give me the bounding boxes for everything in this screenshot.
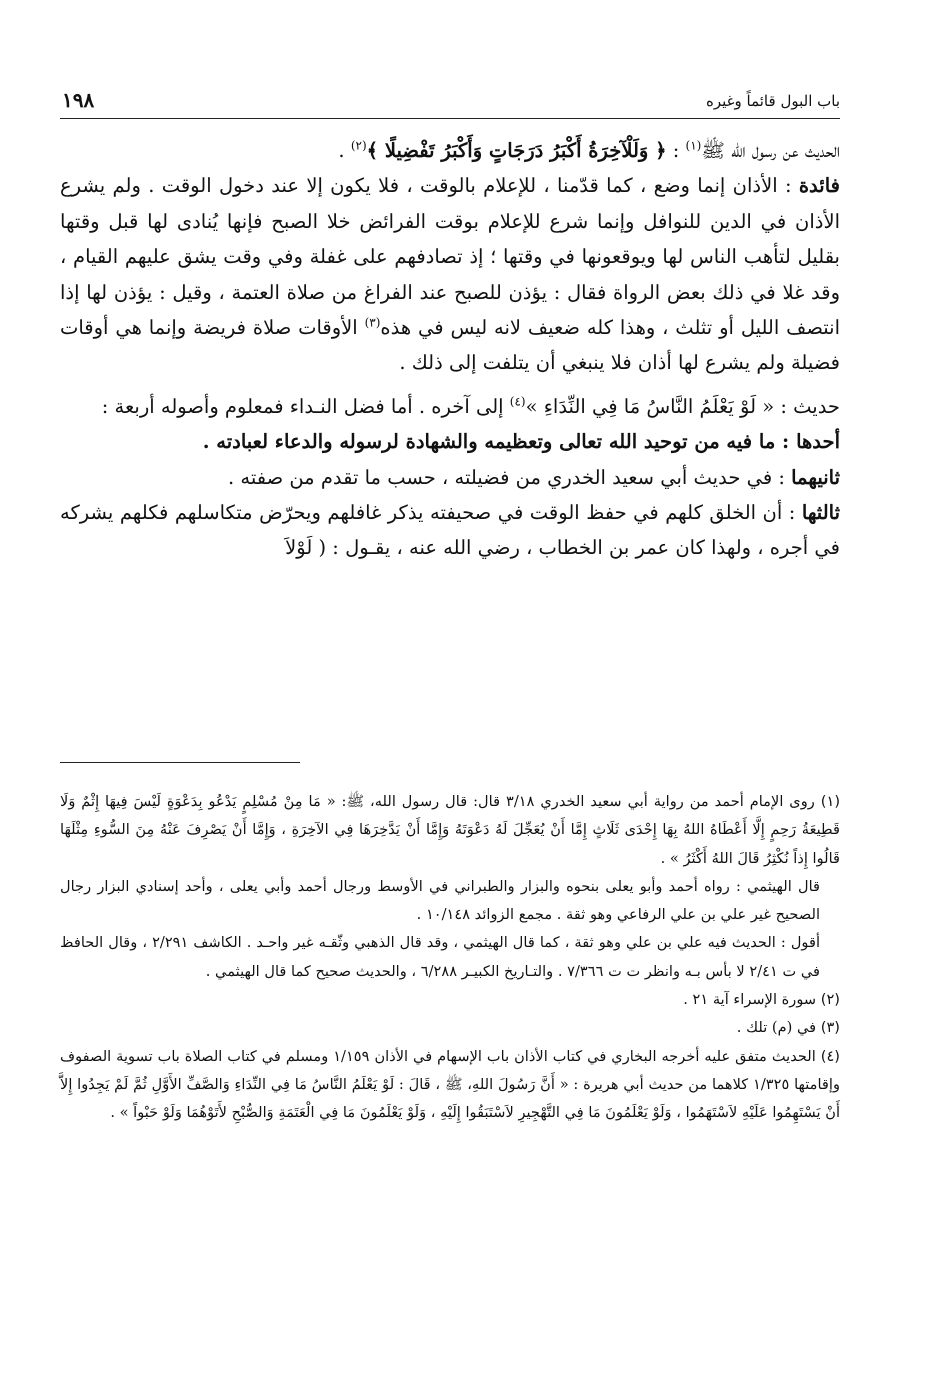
footnote-1-haythami: قال الهيثمي : رواه أحمد وأبو يعلى بنحوه والبزار والطبراني في الأوسط ورجال أحمد وأبي يعلى ، وأحد إسنادي البزار رجال الصحيح غير علي بن علي الرفاعي وهو ثقة . مجمع الزوائد ١٠/١٤٨ . <box>60 877 820 924</box>
first-label: أحدها <box>796 430 840 454</box>
footnote-1-comment: أقول : الحديث فيه علي بن علي وهو ثقة ، كما قال الهيثمي ، وقد قال الذهبي وثّقـه غير واحـد . الكاشف ٢/٢٩١ ، وقال الحافظ في ت ٢/٤١ لا بأس بـه وانظر ت ت ٧/٣٦٦ . والتـاريخ الكبيـر ٦/٢٨٨ ، والحديث صحيح كما قال الهيثمي . <box>60 934 820 980</box>
footnote-text: في (م) تلك . <box>736 1019 817 1037</box>
faida-label: فائدة <box>798 174 840 198</box>
footnotes <box>60 788 840 1128</box>
running-header <box>60 86 840 119</box>
text-span: الحديث عن رسول الله ﷺ <box>701 139 840 162</box>
second-label: ثانيهما <box>791 465 840 489</box>
footnote-3 <box>60 1014 840 1042</box>
footnote-ref[interactable]: (٢) <box>350 138 367 153</box>
paragraph-hadith-intro <box>60 133 840 168</box>
page-number: ١٩٨ <box>62 88 95 112</box>
footnote-ref[interactable]: (١) <box>685 138 702 153</box>
text-span: : في حديث أبي سعيد الخدري من فضيلته ، حسب ما تقدم من صفته . <box>227 465 792 489</box>
footnote-text: روى الإمام أحمد من رواية أبي سعيد الخدري ٣/١٨ قال: قال رسول الله، ﷺ: « مَا مِنْ مُسْلِمٍ يَدْعُو بِدَعْوَةٍ لَيْسَ فِيهَا إِثْمٌ وَلَا قَطِيعَةُ رَحِمٍ إِلَّا أَعْطَاهُ اللهُ بِهَا إِحْدَى ثَلَاثٍ إِمَّا أَنْ يُعَجِّلَ لَهُ دَعْوَتَهُ وَإِمَّا أَنْ يَدَّخِرَهَا فِي الآخِرَةِ ، وَإِمَّا أَنْ يَصْرِفَ عَنْهُ مِنَ السُّوءِ مِثْلَهَا قَالُوا إِذاً نُكْثِرُ قَالَ اللهُ أَكْثَرُ » . <box>60 793 840 867</box>
footnote-2 <box>60 986 840 1014</box>
quran-verse: ﴿ وَلَلْآخِرَةُ أَكْبَرُ دَرَجَاتٍ وَأَكْبَرُ تَفْضِيلًا ﴾ <box>366 139 667 162</box>
text-span: إلى آخره . أما فضل النـداء فمعلوم وأصوله أربعة : <box>101 394 510 418</box>
paragraph-hadith-nidaa <box>60 389 840 424</box>
main-text <box>60 133 840 566</box>
text-span: : <box>666 139 686 162</box>
footnote-ref[interactable]: (٤) <box>509 394 526 409</box>
text-span: . <box>338 139 351 162</box>
footnote-mark: (٣) <box>820 1019 840 1037</box>
footnote-1 <box>60 788 840 873</box>
text-span: : ما فيه من توحيد الله تعالى وتعظيمه والشهادة لرسوله والدعاء لعبادته . <box>202 430 797 454</box>
book-page <box>60 86 840 1326</box>
text-span: الأوقات صلاة فريضة وإنما هي أوقات فضيلة ولم يشرع لها أذان فلا ينبغي أن يتلفت إلى ذلك . <box>60 316 840 375</box>
footnote-separator <box>60 762 300 763</box>
footnote-mark: (٢) <box>820 991 840 1009</box>
paragraph-faida <box>60 168 840 380</box>
text-span: : الأذان إنما وضع ، كما قدّمنا ، للإعلام بالوقت ، فلا يكون إلا عند دخول الوقت . ولم يشرع الأذان في الدين للنوافل وإنما شرع للإعلام بوقت الفرائض خلا الصبح فإنها يُنادى لها قبل وقتها بقليل لتأهب الناس لها ويوقعونها في وقتها ؛ إذ تصادفهم على غفلة وفي وقت يشق عليهم القيام ، وقد غلا في ذلك بعض الرواة فقال : يؤذن للصبح عند الفراغ من صلاة العتمة ، وقيل : يؤذن لها إذا انتصف الليل أو تثلث ، وهذا كله ضعيف لانه ليس في هذه <box>60 174 840 340</box>
footnote-4 <box>60 1043 840 1128</box>
text-span: حديث : « لَوْ يَعْلَمُ النَّاسُ مَا فِي النِّدَاءِ » <box>525 394 840 418</box>
footnote-mark: (١) <box>820 793 841 810</box>
footnote-text: سورة الإسراء آية ٢١ . <box>683 991 817 1009</box>
footnote-mark: (٤) <box>820 1047 840 1065</box>
footnote-ref[interactable]: (٣) <box>364 315 381 330</box>
third-label: ثالثها <box>801 501 840 525</box>
paragraph-second <box>60 460 840 495</box>
chapter-title: باب البول قائماً وغيره <box>706 92 840 110</box>
paragraph-third <box>60 495 840 566</box>
paragraph-first <box>60 424 840 459</box>
footnote-text: الحديث متفق عليه أخرجه البخاري في كتاب الأذان باب الإسهام في الأذان ١/١٥٩ ومسلم في كتاب الصلاة باب تسوية الصفوف وإقامتها ١/٣٢٥ كلاهما من حديث أبي هريرة : « أَنَّ رَسُولَ اللهِ، ﷺ ، قَالَ : لَوْ يَعْلَمُ النَّاسُ مَا فِي النِّدَاءِ وَالصَّفِّ الأَوَّلِ ثُمَّ لَمْ يَجِدُوا إِلاَّ أَنْ يَسْتَهِمُوا عَلَيْهِ لاَسْتَهَمُوا ، وَلَوْ يَعْلَمُونَ مَا فِي التَّهْجِيرِ لاَسْتَبَقُوا إِلَيْهِ ، وَلَوْ يَعْلَمُونَ مَا فِي الْعَتَمَةِ وَالصُّبْحِ لأَتَوْهُمَا وَلَوْ حَبْواً » . <box>60 1047 840 1122</box>
text-span: : أن الخلق كلهم في حفظ الوقت في صحيفته يذكر غافلهم ويحرّض متكاسلهم فكلهم يشركه في أجره ، ولهذا كان عمر بن الخطاب ، رضي الله عنه ، يقـول : ( لَوْلاَ <box>60 501 840 560</box>
